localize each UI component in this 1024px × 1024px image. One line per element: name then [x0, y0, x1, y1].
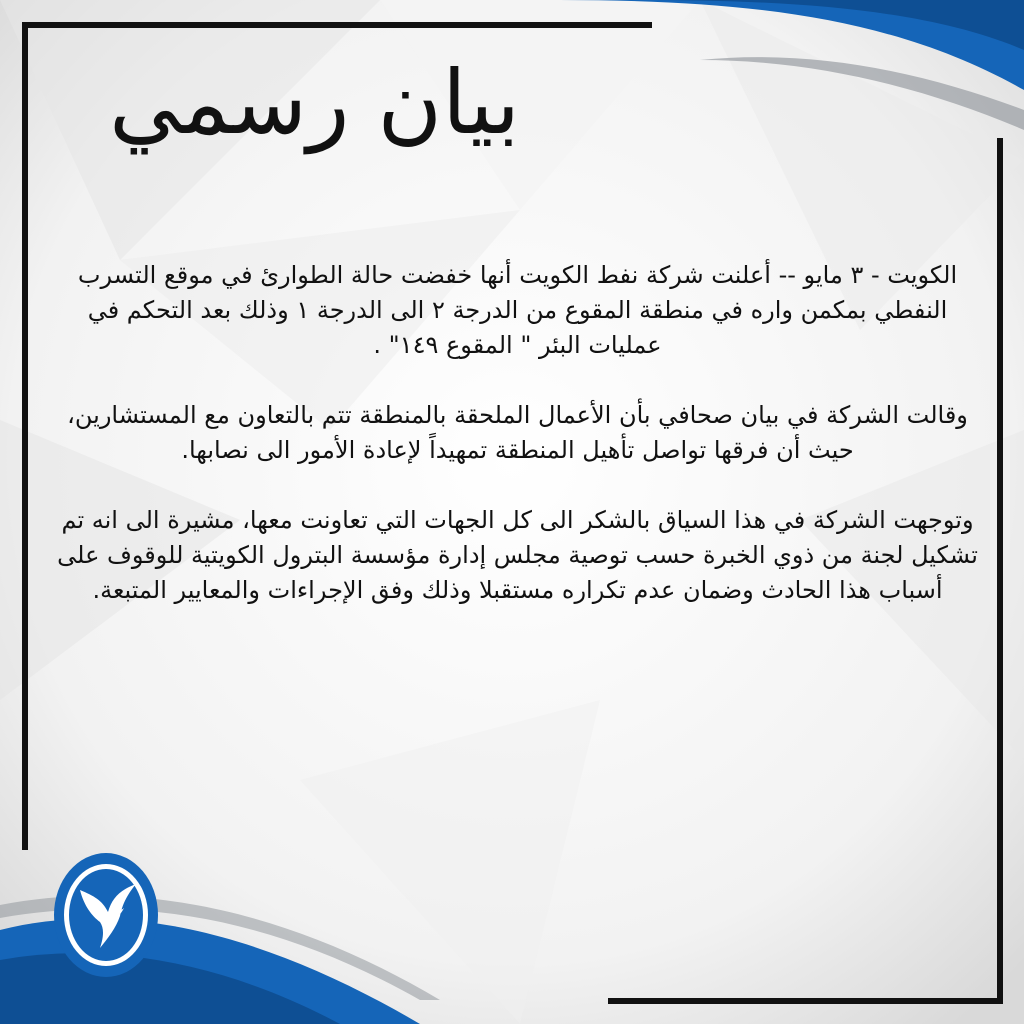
- bird-emblem-icon: [50, 850, 162, 980]
- page-title: بيان رسمي: [109, 51, 520, 154]
- paragraph-1: الكويت - ٣ مايو -- أعلنت شركة نفط الكويت أنها خفضت حالة الطوارئ في موقع التسرب النفطي بمكمن واره في منطقة المقوع من الدرجة ٢ الى الدرجة ١ وذلك بعد التحكم في عمليات البئر " المقوع ١٤٩" .: [77, 261, 958, 359]
- frame-bottom-border: [608, 998, 1003, 1004]
- frame-top-border: [22, 22, 652, 28]
- statement-body: [40, 258, 995, 643]
- frame-left-border: [22, 22, 28, 850]
- frame-right-border: [997, 138, 1003, 1004]
- paragraph-3: وتوجهت الشركة في هذا السياق بالشكر الى كل الجهات التي تعاونت معها، مشيرة الى انه تم تشكيل لجنة من ذوي الخبرة حسب توصية مجلس إدارة مؤسسة البترول الكويتية للوقوف على أسباب هذا الحادث وضمان عدم تكراره مستقبلا وذلك وفق الإجراءات والمعايير المتبعة.: [57, 506, 978, 604]
- paragraph-2: وقالت الشركة في بيان صحافي بأن الأعمال الملحقة بالمنطقة تتم بالتعاون مع المستشارين، حيث أن فرقها تواصل تأهيل المنطقة تمهيداً لإعادة الأمور الى نصابها.: [67, 401, 968, 464]
